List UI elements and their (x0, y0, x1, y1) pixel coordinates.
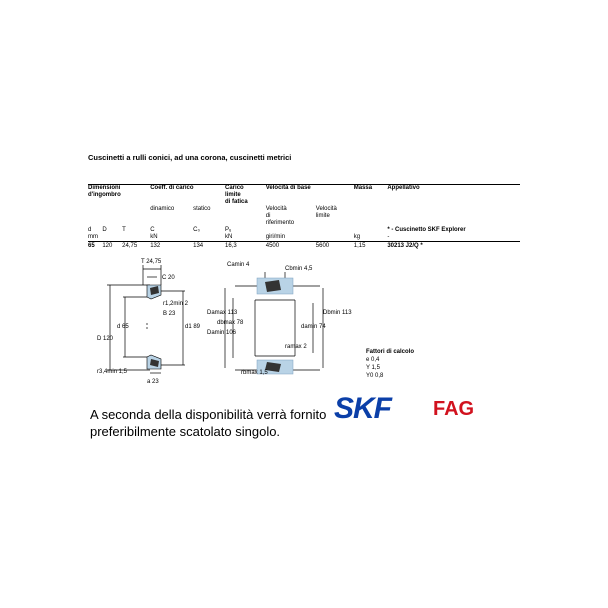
dim-d1: d1 89 (185, 324, 201, 330)
sym-d: d (88, 227, 92, 233)
bearing-section-drawing (95, 255, 220, 390)
sym-C: C (150, 227, 155, 233)
unit-kg: kg (354, 234, 388, 242)
dim-damin: Damin 106 (207, 330, 237, 336)
page-title: Cuscinetti a rulli conici, ad una corona, cuscinetti metrici (88, 153, 292, 162)
message-line-1: A seconda della disponibilità verrà fornito (90, 407, 327, 422)
table-symbol-row (88, 227, 520, 234)
dim-camin: Camin 4 (227, 262, 250, 268)
dim-r12: r1,2min 2 (163, 301, 189, 307)
dim-dbmax: dbmax 78 (217, 320, 244, 326)
header-coeff: Coeff. di carico (150, 185, 225, 207)
val-C: 132 (150, 243, 161, 249)
val-vref: 4500 (265, 243, 280, 249)
unit-mm: mm (88, 234, 150, 242)
unit-rpm: giri/min (266, 234, 354, 242)
val-D: 120 (102, 243, 113, 249)
unit-dash: - (387, 234, 520, 242)
sym-Pu: Pᵤ (225, 227, 232, 233)
header-statico: statico (193, 206, 211, 212)
calc-factors (366, 348, 414, 380)
val-C0: 134 (193, 243, 204, 249)
mounting-drawing (205, 258, 365, 383)
dim-C: C 20 (162, 275, 175, 281)
skf-logo: SKF (334, 392, 391, 425)
header-dimensions: Dimensioni d'ingombro (88, 185, 150, 207)
header-vel-lim: Velocità limite (315, 206, 337, 219)
factors-heading: Fattori di calcolo (366, 349, 415, 355)
val-Pu: 16,3 (225, 243, 237, 249)
factor-y0: Y0 0,8 (366, 373, 384, 379)
fag-logo: FAG (433, 398, 475, 420)
sym-explorer: * - Cuscinetto SKF Explorer (387, 227, 466, 233)
dim-rbmax: rbmax 1,5 (241, 370, 268, 376)
dim-ramax: ramax 2 (285, 344, 307, 350)
val-d: 65 (88, 243, 95, 249)
table-unit-row (88, 234, 520, 242)
table-subheader-row (88, 206, 520, 227)
header-massa: Massa (354, 185, 388, 207)
spec-table (88, 184, 520, 250)
dim-T: T 24,75 (141, 259, 162, 265)
unit-kn2: kN (225, 234, 266, 242)
header-vel-rif: Velocità di riferimento (265, 206, 295, 226)
header-appellativo: Appellativo (387, 185, 520, 207)
sym-T: T (122, 227, 126, 233)
dim-d: d 65 (117, 324, 129, 330)
table-row (88, 242, 520, 251)
unit-kn: kN (150, 234, 225, 242)
dim-D: D 120 (97, 336, 114, 342)
dim-B: B 23 (163, 311, 176, 317)
dim-damax: Damax 113 (207, 310, 238, 316)
val-designation: 30213 J2/Q * (387, 243, 423, 249)
header-velocita: Velocità di base (266, 185, 354, 207)
header-dinamico: dinamico (150, 206, 175, 212)
factor-e: e 0,4 (366, 357, 380, 363)
dim-a: a 23 (147, 379, 159, 385)
sym-C0: C₀ (193, 227, 200, 233)
message-line-2: preferibilmente scatolato singolo. (90, 424, 281, 439)
val-T: 24,75 (122, 243, 138, 249)
val-vlim: 5600 (315, 243, 330, 249)
dim-da-min: damin 74 (301, 324, 326, 330)
val-mass: 1,15 (353, 243, 366, 249)
table-header-row (88, 185, 520, 207)
dim-cbmin: Cbmin 4,5 (285, 266, 313, 272)
factor-y: Y 1,5 (366, 365, 380, 371)
dim-dbmin: Dbmin 113 (323, 310, 352, 316)
header-carico: Carico limite di fatica (225, 185, 266, 207)
availability-message (90, 406, 326, 440)
sym-D: D (102, 227, 107, 233)
dim-r34: r3,4min 1,5 (97, 369, 128, 375)
